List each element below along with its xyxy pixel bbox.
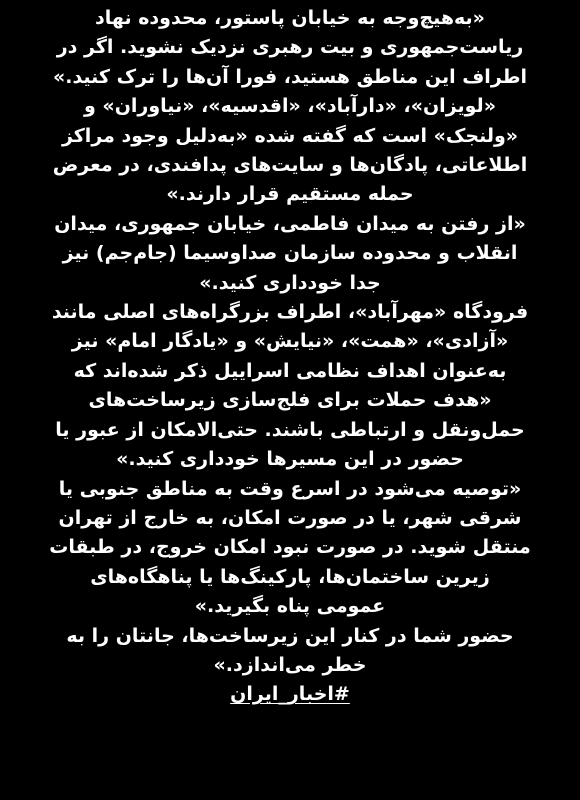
message-line: «هدف حملات برای فلج‌سازی زیرساخت‌های	[88, 389, 492, 412]
message-line: «لویزان»، «دارآباد»، «اقدسیه»، «نیاوران» و	[84, 95, 496, 118]
message-line: «ولنجک» است که گفته شده «به‌دلیل وجود مراکز	[61, 124, 519, 147]
message-line: «به‌هیچ‌وجه به خیابان پاستور، محدوده نهاد	[95, 7, 485, 29]
message-line: به‌عنوان اهداف نظامی اسراییل ذکر شده‌اند که	[73, 359, 507, 382]
message-line: اطراف این مناطق هستید، فورا آن‌ها را ترک کنید.»	[52, 65, 528, 88]
message-line: «توصیه می‌شود در اسرع وقت به مناطق جنوبی یا	[58, 477, 522, 500]
message-line: ریاست‌جمهوری و بیت رهبری نزدیک نشوید. اگر در	[56, 36, 524, 59]
message-text	[14, 4, 566, 798]
hashtag-link[interactable]: #اخبار_ایران	[230, 683, 350, 706]
message-line: جدا خودداری کنید.»	[199, 271, 381, 294]
message-line: حضور شما در کنار این زیرساخت‌ها، جانتان را به	[66, 624, 514, 647]
message-line: «از رفتن به میدان فاطمی، خیابان جمهوری، میدان	[54, 212, 526, 235]
message-line: حمل‌ونقل و ارتباطی باشند. حتی‌الامکان از عبور یا	[55, 418, 525, 441]
message-line: «آزادی»، «همت»، «نیایش» و «یادگار امام» نیز	[71, 330, 509, 353]
message-line: انقلاب و محدوده سازمان صداوسیما (جام‌جم) نیز	[62, 242, 518, 265]
message-line: شرقی شهر، یا در صورت امکان، به خارج از تهران	[58, 506, 522, 529]
message-line: اطلاعاتی، پادگان‌ها و سایت‌های پدافندی، در معرض	[52, 154, 528, 177]
message-line: فرودگاه «مهرآباد»، اطراف بزرگراه‌های اصلی مانند	[51, 301, 529, 324]
message-line: عمومی پناه بگیرید.»	[194, 595, 386, 618]
message-line: منتقل شوید. در صورت نبود امکان خروج، در طبقات	[49, 536, 531, 559]
message-line: خطر می‌اندازد.»	[213, 653, 367, 676]
message-line: زیرین ساختمان‌ها، پارکینگ‌ها یا پناهگاه‌های	[90, 565, 490, 588]
message-line: حمله مستقیم قرار دارند.»	[166, 183, 414, 206]
message-line: حضور در این مسیرها خودداری کنید.»	[116, 448, 464, 471]
